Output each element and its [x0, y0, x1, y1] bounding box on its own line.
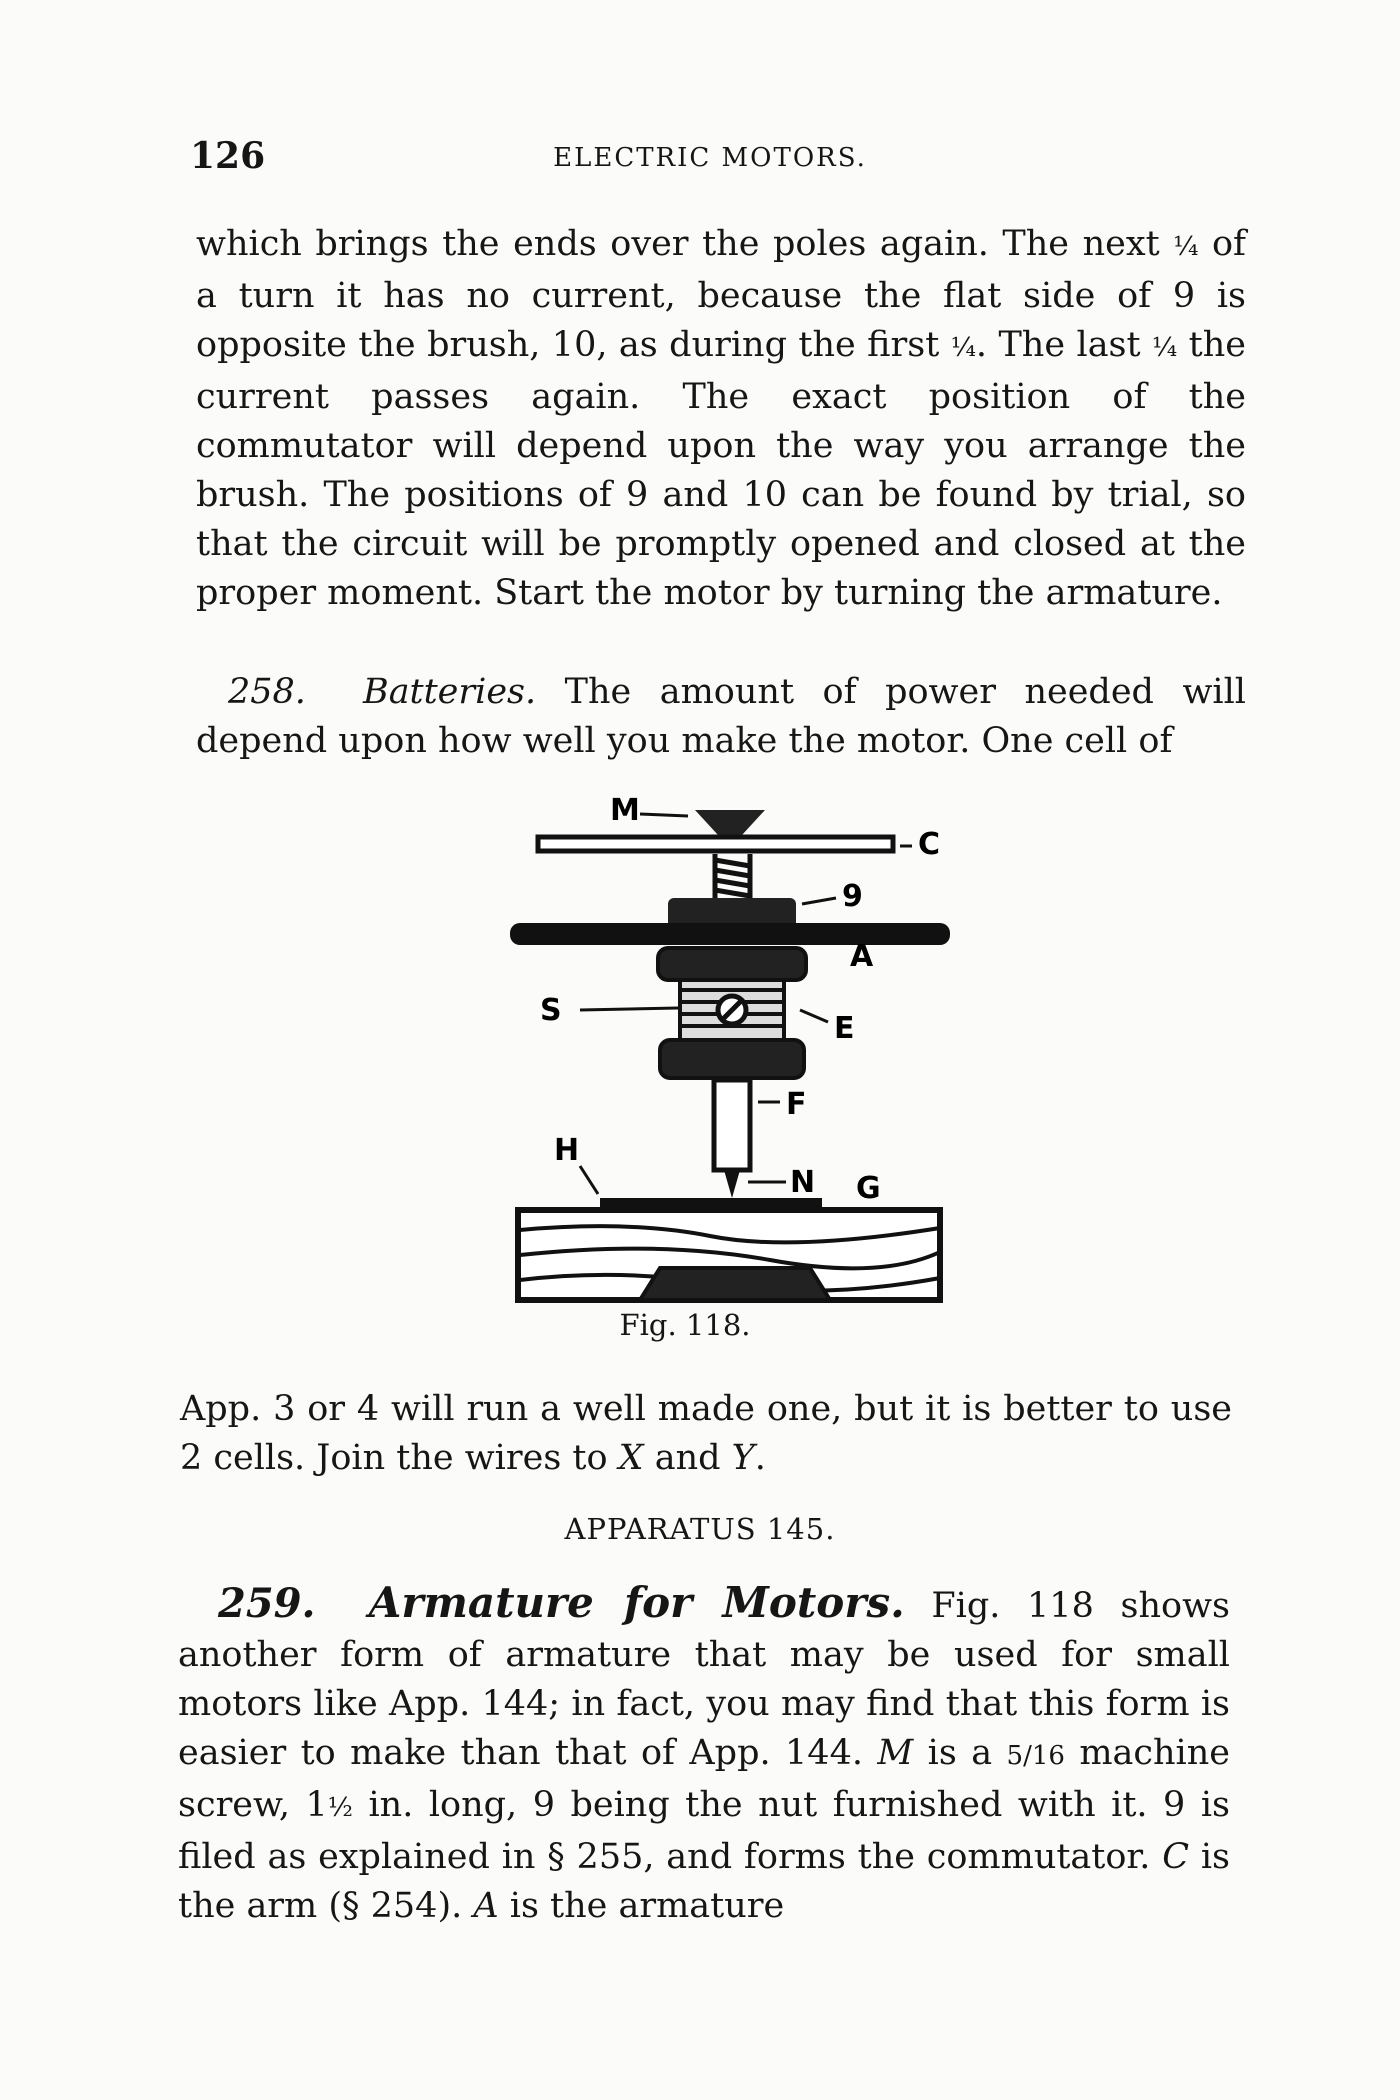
section-258-text: The amount of power needed will depend upon how well you make the motor. One cell of — [196, 672, 1246, 761]
screw-head-shape — [695, 810, 765, 835]
label-e: E — [834, 1011, 855, 1046]
p1-text-a: which brings the ends over the poles again. The next — [196, 224, 1174, 264]
s259-a: A — [473, 1886, 499, 1926]
paragraph-3 — [180, 1385, 1232, 1483]
p3-text-c: . — [754, 1438, 766, 1478]
section-259-number: 259. — [218, 1580, 316, 1627]
section-259 — [178, 1578, 1230, 1931]
apparatus-heading: APPARATUS 145. — [564, 1512, 836, 1546]
section-259-title: Armature for Motors. — [368, 1578, 905, 1627]
spool-shape — [658, 948, 806, 1078]
p1-text-c: . The last — [975, 325, 1153, 365]
needle-n-shape — [724, 1170, 740, 1198]
p3-text-a: App. 3 or 4 will run a well made one, but it is better to use 2 cells. Join the wires to — [180, 1389, 1232, 1478]
page-number: 126 — [190, 135, 266, 177]
p1-fraction-3: ¼ — [1152, 333, 1178, 363]
screw-thread-shape — [715, 854, 750, 900]
s259-half: ½ — [327, 1793, 353, 1823]
p1-fraction-1: ¼ — [1173, 232, 1199, 262]
s259-text-a: Fig. 118 shows another form of armature that may be used for small motors like App. 144; in fact, you may find that this form is easier to make than that of App. 144. — [178, 1586, 1230, 1773]
paragraph-1 — [196, 220, 1246, 618]
arm-c-shape — [538, 837, 893, 851]
p1-text-b: of a turn it has no current, because the flat side of 9 is opposite the brush, 10, as during the first — [196, 224, 1246, 365]
figure-118-illustration — [510, 790, 950, 1330]
s259-text-d: in. long, 9 being the nut furnished with it. 9 is filed as explained in § 255, and forms the commutator. — [178, 1785, 1230, 1877]
s259-m: M — [877, 1733, 914, 1773]
shaft-f-shape — [714, 1080, 750, 1170]
label-n: N — [790, 1165, 816, 1200]
running-head: ELECTRIC MOTORS. — [553, 143, 867, 173]
label-9: 9 — [842, 879, 863, 914]
label-c: C — [918, 827, 941, 862]
s259-text-e: is the arm (§ 254). — [178, 1837, 1230, 1926]
section-258-title: Batteries. — [362, 672, 537, 712]
label-g: G — [856, 1171, 881, 1206]
label-s: S — [540, 993, 562, 1028]
p3-y: Y — [731, 1438, 755, 1478]
section-258-number: 258. — [228, 672, 306, 712]
label-f: F — [786, 1087, 807, 1122]
label-m: M — [610, 793, 640, 828]
s259-text-b: is a — [913, 1733, 1007, 1773]
wood-base-shape — [518, 1210, 940, 1300]
s259-c: C — [1162, 1837, 1190, 1877]
s259-text-c: machine screw, 1 — [178, 1733, 1230, 1825]
label-a: A — [850, 939, 874, 974]
plate-h-shape — [600, 1198, 822, 1208]
figure-caption: Fig. 118. — [619, 1308, 751, 1342]
p1-fraction-2: ¼ — [950, 333, 976, 363]
s259-fraction: 5/16 — [1006, 1741, 1065, 1771]
p3-x: X — [618, 1438, 644, 1478]
armature-bar-shape — [510, 923, 950, 945]
s259-text-f: is the armature — [498, 1886, 785, 1926]
section-258 — [196, 668, 1246, 766]
label-h: H — [554, 1133, 580, 1168]
p3-text-b: and — [643, 1438, 732, 1478]
p1-text-d: the current passes again. The exact position of the commutator will depend upon the way you arrange the brush. The positions of 9 and 10 can be found by trial, so that the circuit will be promptly opened and closed at the proper moment. Start the motor by turning the armature. — [196, 325, 1246, 613]
